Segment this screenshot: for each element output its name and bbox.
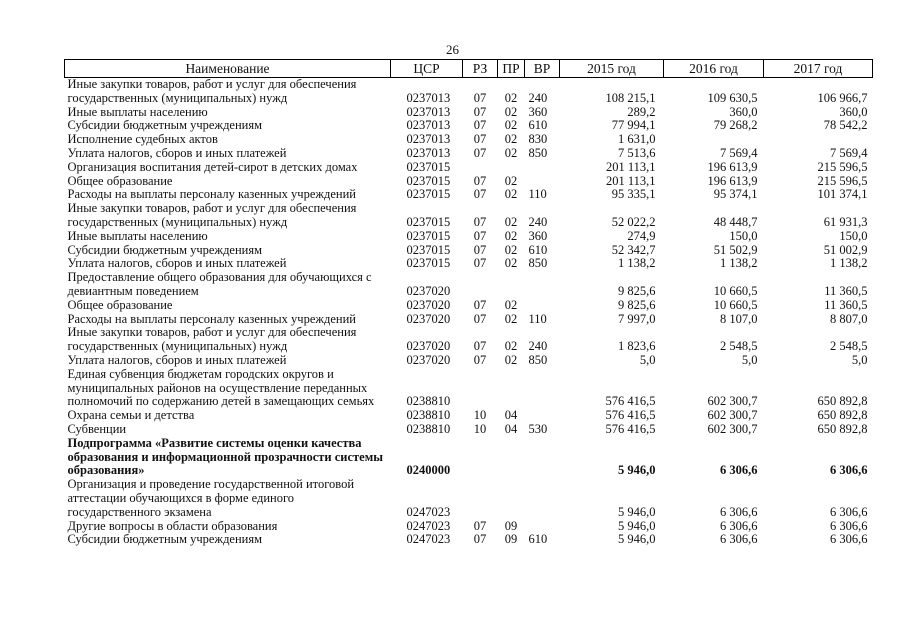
- cell-csr: 0237013: [406, 118, 451, 133]
- cell-name: Субсидии бюджетным учреждениям: [67, 118, 263, 133]
- cell-rz: 07: [473, 214, 487, 229]
- cell-rz: 07: [473, 532, 487, 547]
- cell-2015: 9 825,6: [618, 283, 656, 298]
- cell-2017: 1 138,2: [830, 256, 868, 271]
- table-row: [65, 326, 873, 354]
- cell-pr: 04: [504, 408, 518, 423]
- cell-pr: 04: [504, 421, 518, 436]
- cell-vr: [525, 409, 560, 423]
- cell-vr: [525, 520, 560, 534]
- cell-name: Уплата налогов, сборов и иных платежей: [67, 145, 287, 160]
- cell-csr: 0237013: [406, 132, 451, 147]
- table-row: [65, 188, 873, 202]
- cell-2017: 6 306,6: [830, 532, 868, 547]
- cell-2015: 576 416,5: [605, 394, 656, 409]
- cell-rz: [463, 161, 498, 175]
- cell-2015: 5,0: [639, 352, 656, 367]
- table-row: [65, 368, 873, 409]
- cell-2017: 650 892,8: [817, 421, 868, 436]
- cell-2017: 11 360,5: [824, 297, 868, 312]
- cell-2017: 150,0: [839, 228, 868, 243]
- table-row: [65, 119, 873, 133]
- cell-csr: 0237020: [406, 311, 451, 326]
- cell-rz: 10: [473, 408, 487, 423]
- cell-vr: 360: [528, 228, 548, 243]
- cell-2015: 5 946,0: [618, 518, 656, 533]
- cell-pr: [498, 478, 525, 519]
- table-row: [65, 299, 873, 313]
- cell-name: Иные закупки товаров, работ и услуг для обеспечения государственных (муниципальных) нужд: [67, 325, 357, 354]
- cell-pr: 02: [504, 118, 518, 133]
- cell-vr: [525, 478, 560, 519]
- header-2016: 2016 год: [664, 60, 764, 78]
- cell-rz: 07: [473, 104, 487, 119]
- cell-2015: 576 416,5: [605, 408, 656, 423]
- cell-rz: 07: [473, 118, 487, 133]
- cell-rz: 07: [473, 132, 487, 147]
- cell-name: Охрана семьи и детства: [67, 408, 195, 423]
- cell-2015: 201 113,1: [605, 173, 656, 188]
- cell-csr: 0247023: [406, 532, 451, 547]
- table-row: [65, 520, 873, 534]
- cell-2016: 1 138,2: [720, 256, 758, 271]
- cell-csr: 0237015: [406, 256, 451, 271]
- cell-rz: 07: [473, 145, 487, 160]
- cell-name: Субсидии бюджетным учреждениям: [67, 242, 263, 257]
- cell-2017: 8 807,0: [830, 311, 868, 326]
- cell-2017: 215 596,5: [817, 173, 868, 188]
- cell-csr: 0247023: [406, 504, 451, 519]
- table-row: [65, 354, 873, 368]
- table-header-row: [65, 60, 873, 78]
- cell-rz: 07: [473, 173, 487, 188]
- cell-vr: 830: [528, 132, 548, 147]
- header-rz: РЗ: [463, 60, 498, 78]
- cell-2015: 274,9: [627, 228, 656, 243]
- cell-vr: 610: [528, 242, 548, 257]
- table-row: [65, 313, 873, 327]
- cell-csr: 0237015: [406, 242, 451, 257]
- cell-rz: 07: [473, 339, 487, 354]
- cell-name: Иные выплаты населению: [67, 228, 208, 243]
- cell-2016: [664, 133, 764, 147]
- table-row: [65, 202, 873, 230]
- cell-pr: 02: [504, 145, 518, 160]
- cell-2017: 106 966,7: [817, 90, 868, 105]
- header-pr: ПР: [498, 60, 525, 78]
- budget-table: [64, 59, 873, 547]
- cell-2015: 52 342,7: [611, 242, 656, 257]
- cell-vr: 850: [528, 145, 548, 160]
- cell-2015: 95 335,1: [611, 187, 656, 202]
- cell-2015: 9 825,6: [618, 297, 656, 312]
- cell-2015: 108 215,1: [605, 90, 656, 105]
- cell-rz: [463, 368, 498, 409]
- cell-csr: 0237015: [406, 173, 451, 188]
- cell-vr: 610: [528, 532, 548, 547]
- table-row: [65, 175, 873, 189]
- cell-pr: 02: [504, 311, 518, 326]
- cell-2016: 6 306,6: [720, 463, 758, 478]
- cell-2017: 650 892,8: [817, 394, 868, 409]
- cell-2017: 650 892,8: [817, 408, 868, 423]
- cell-name: Исполнение судебных актов: [67, 132, 218, 147]
- cell-name: Расходы на выплаты персоналу казенных учреждений: [67, 187, 356, 202]
- cell-2016: 196 613,9: [707, 173, 758, 188]
- cell-pr: 02: [504, 297, 518, 312]
- cell-2016: 109 630,5: [707, 90, 758, 105]
- cell-2015: 289,2: [627, 104, 656, 119]
- cell-2016: 360,0: [729, 104, 758, 119]
- cell-2015: 5 946,0: [618, 463, 656, 478]
- cell-2016: 95 374,1: [713, 187, 758, 202]
- cell-2016: 196 613,9: [707, 159, 758, 174]
- table-row: [65, 478, 873, 519]
- cell-2015: 5 946,0: [618, 532, 656, 547]
- cell-2016: 10 660,5: [713, 283, 758, 298]
- cell-rz: 07: [473, 311, 487, 326]
- cell-vr: 240: [528, 90, 548, 105]
- cell-2015: 1 138,2: [618, 256, 656, 271]
- cell-name: Общее образование: [67, 173, 173, 188]
- cell-vr: 530: [528, 421, 548, 436]
- cell-csr: 0237020: [406, 339, 451, 354]
- header-vr: ВР: [525, 60, 560, 78]
- cell-csr: 0247023: [406, 518, 451, 533]
- cell-rz: 07: [473, 90, 487, 105]
- cell-2017: 101 374,1: [817, 187, 868, 202]
- cell-pr: 02: [504, 228, 518, 243]
- cell-rz: 07: [473, 352, 487, 367]
- table-row: [65, 147, 873, 161]
- table-row: [65, 271, 873, 299]
- cell-2017: 215 596,5: [817, 159, 868, 174]
- cell-vr: 240: [528, 339, 548, 354]
- cell-vr: [525, 368, 560, 409]
- cell-2016: 79 268,2: [713, 118, 758, 133]
- cell-pr: 02: [504, 214, 518, 229]
- cell-vr: 240: [528, 214, 548, 229]
- table-row: [65, 533, 873, 547]
- cell-2017: 78 542,2: [823, 118, 868, 133]
- cell-csr: 0237020: [406, 297, 451, 312]
- cell-2017: 11 360,5: [824, 283, 868, 298]
- cell-csr: 0237020: [406, 352, 451, 367]
- cell-pr: 09: [504, 532, 518, 547]
- cell-name: Организация и проведение государственной итоговой аттестации обучающихся в форме единого государственного экзамена: [67, 477, 355, 519]
- table-row: [65, 106, 873, 120]
- cell-name: Иные выплаты населению: [67, 104, 208, 119]
- cell-vr: 360: [528, 104, 548, 119]
- cell-rz: [463, 271, 498, 299]
- cell-2016: 602 300,7: [707, 408, 758, 423]
- cell-rz: 07: [473, 518, 487, 533]
- cell-2015: 1 631,0: [618, 132, 656, 147]
- cell-2017: 5,0: [851, 352, 868, 367]
- cell-csr: 0237020: [406, 283, 451, 298]
- table-row: [65, 133, 873, 147]
- cell-csr: 0238810: [406, 394, 451, 409]
- table-row: [65, 409, 873, 423]
- cell-name: Иные закупки товаров, работ и услуг для обеспечения государственных (муниципальных) нужд: [67, 201, 357, 229]
- cell-csr: 0237015: [406, 187, 451, 202]
- cell-pr: 02: [504, 187, 518, 202]
- cell-name: Уплата налогов, сборов и иных платежей: [67, 256, 287, 271]
- cell-name: Единая субвенция бюджетам городских округов и муниципальных районов на осуществление переданных полномочий по содержанию детей в замещающих семьях: [67, 366, 375, 409]
- cell-pr: 02: [504, 256, 518, 271]
- cell-rz: 07: [473, 297, 487, 312]
- cell-name: Субвенции: [67, 421, 127, 436]
- cell-name: Другие вопросы в области образования: [67, 518, 278, 533]
- cell-pr: 02: [504, 90, 518, 105]
- cell-pr: 02: [504, 173, 518, 188]
- cell-2017: 6 306,6: [830, 518, 868, 533]
- cell-2016: 51 502,9: [713, 242, 758, 257]
- cell-name: Общее образование: [67, 297, 173, 312]
- table-body: [65, 78, 873, 548]
- cell-2016: 602 300,7: [707, 421, 758, 436]
- cell-vr: 850: [528, 352, 548, 367]
- cell-2017: 2 548,5: [830, 339, 868, 354]
- cell-vr: [525, 437, 560, 478]
- cell-csr: 0237015: [406, 228, 451, 243]
- header-csr: ЦСР: [391, 60, 463, 78]
- cell-2015: 7 997,0: [618, 311, 656, 326]
- cell-2017: 6 306,6: [830, 504, 868, 519]
- header-2017: 2017 год: [764, 60, 873, 78]
- cell-2015: 7 513,6: [618, 145, 656, 160]
- cell-2015: 576 416,5: [605, 421, 656, 436]
- cell-csr: 0237015: [406, 214, 451, 229]
- cell-2015: 77 994,1: [611, 118, 656, 133]
- cell-name: Организация воспитания детей-сирот в детских домах: [67, 159, 358, 174]
- cell-2017: 51 002,9: [823, 242, 868, 257]
- table-row: [65, 423, 873, 437]
- cell-rz: 10: [473, 421, 487, 436]
- cell-vr: 850: [528, 256, 548, 271]
- cell-csr: 0238810: [406, 421, 451, 436]
- cell-name: Уплата налогов, сборов и иных платежей: [67, 352, 287, 367]
- cell-2016: 150,0: [729, 228, 758, 243]
- cell-rz: [463, 437, 498, 478]
- cell-vr: [525, 161, 560, 175]
- cell-pr: [498, 271, 525, 299]
- cell-2017: 61 931,3: [823, 214, 868, 229]
- cell-2017: [764, 133, 873, 147]
- table-row: [65, 437, 873, 478]
- cell-vr: 110: [528, 187, 547, 202]
- cell-2016: 6 306,6: [720, 518, 758, 533]
- cell-2016: 8 107,0: [720, 311, 758, 326]
- header-2015: 2015 год: [560, 60, 664, 78]
- cell-pr: [498, 437, 525, 478]
- cell-csr: 0238810: [406, 408, 451, 423]
- cell-2017: 6 306,6: [830, 463, 868, 478]
- cell-csr: 0237013: [406, 104, 451, 119]
- cell-vr: [525, 271, 560, 299]
- cell-2015: 52 022,2: [611, 214, 656, 229]
- cell-pr: 02: [504, 132, 518, 147]
- cell-2016: 6 306,6: [720, 532, 758, 547]
- table-row: [65, 78, 873, 106]
- cell-csr: 0237015: [406, 159, 451, 174]
- cell-2015: 201 113,1: [605, 159, 656, 174]
- cell-2016: 10 660,5: [713, 297, 758, 312]
- cell-name: Иные закупки товаров, работ и услуг для обеспечения государственных (муниципальных) нужд: [67, 77, 357, 105]
- cell-pr: 02: [504, 339, 518, 354]
- cell-rz: 07: [473, 256, 487, 271]
- cell-csr: 0237013: [406, 145, 451, 160]
- cell-2017: 360,0: [839, 104, 868, 119]
- cell-vr: 610: [528, 118, 548, 133]
- cell-2017: 7 569,4: [830, 145, 868, 160]
- cell-vr: [525, 175, 560, 189]
- cell-2015: 1 823,6: [618, 339, 656, 354]
- table-row: [65, 257, 873, 271]
- cell-name: Расходы на выплаты персоналу казенных учреждений: [67, 311, 356, 326]
- cell-vr: [525, 299, 560, 313]
- cell-csr: 0237013: [406, 90, 451, 105]
- cell-name: Предоставление общего образования для обучающихся с девиантным поведением: [67, 270, 372, 298]
- cell-rz: 07: [473, 228, 487, 243]
- cell-rz: 07: [473, 242, 487, 257]
- cell-2016: 5,0: [741, 352, 758, 367]
- cell-name: Субсидии бюджетным учреждениям: [67, 532, 263, 547]
- header-name: Наименование: [65, 60, 391, 78]
- cell-pr: [498, 368, 525, 409]
- table-row: [65, 230, 873, 244]
- cell-rz: [463, 478, 498, 519]
- cell-2016: 2 548,5: [720, 339, 758, 354]
- cell-2016: 7 569,4: [720, 145, 758, 160]
- cell-pr: 02: [504, 104, 518, 119]
- cell-pr: [498, 161, 525, 175]
- cell-2016: 6 306,6: [720, 504, 758, 519]
- cell-pr: 09: [504, 518, 518, 533]
- cell-2016: 602 300,7: [707, 394, 758, 409]
- table-row: [65, 244, 873, 258]
- page-number: 26: [446, 42, 459, 57]
- cell-rz: 07: [473, 187, 487, 202]
- cell-vr: 110: [528, 311, 547, 326]
- table-row: [65, 161, 873, 175]
- cell-name: Подпрограмма «Развитие системы оценки качества образования и информационной прозрачности системы образования»: [67, 435, 383, 478]
- cell-2016: 48 448,7: [713, 214, 758, 229]
- cell-pr: 02: [504, 352, 518, 367]
- cell-csr: 0240000: [406, 463, 451, 478]
- cell-2015: 5 946,0: [618, 504, 656, 519]
- cell-pr: 02: [504, 242, 518, 257]
